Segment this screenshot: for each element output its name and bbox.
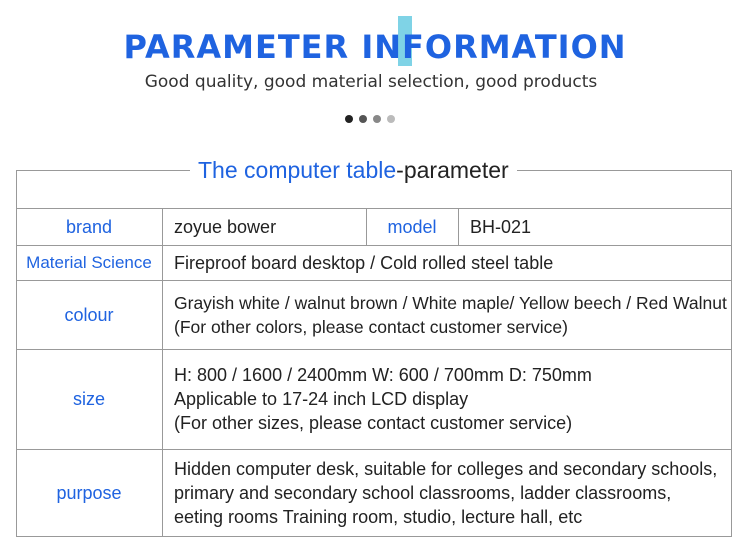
colour-value: [163, 280, 732, 349]
material-value: Fireproof board desktop / Cold rolled steel table: [174, 252, 554, 273]
size-line: H: 800 / 1600 / 2400mm W: 600 / 700mm D: 750mm: [174, 365, 592, 385]
dot-4: [387, 115, 395, 123]
page-subtitle: Good quality, good material selection, good products: [144, 72, 598, 92]
dot-2: [359, 115, 367, 123]
decorative-dots: [345, 115, 395, 125]
purpose-label: purpose: [56, 483, 122, 503]
purpose-line: eeting rooms Training room, studio, lecture hall, etc: [174, 507, 583, 527]
page-title: PARAMETER INFORMATION: [123, 28, 627, 66]
purpose-value: [163, 449, 732, 537]
material-label: Material Science: [26, 252, 152, 272]
dot-1: [345, 115, 353, 123]
purpose-line: primary and secondary school classrooms, ladder classrooms,: [174, 483, 672, 503]
table-caption: [190, 155, 517, 185]
size-line: (For other sizes, please contact customer service): [174, 413, 573, 433]
size-line: Applicable to 17-24 inch LCD display: [174, 389, 469, 409]
size-label: size: [72, 389, 105, 409]
size-value: [163, 349, 732, 449]
model-value: BH-021: [470, 216, 532, 237]
table-caption-main: The computer table: [198, 157, 397, 183]
dot-3: [373, 115, 381, 123]
colour-line: Grayish white / walnut brown / White maple/ Yellow beech / Red Walnut: [174, 292, 727, 313]
brand-label: brand: [65, 216, 113, 237]
colour-line: (For other colors, please contact customer service): [174, 316, 568, 337]
brand-value: zoyue bower: [174, 216, 277, 237]
purpose-line: Hidden computer desk, suitable for colleges and secondary schools,: [174, 459, 718, 479]
table-caption-suffix: -parameter: [396, 157, 509, 183]
colour-label: colour: [64, 304, 114, 325]
model-label: model: [387, 216, 437, 237]
